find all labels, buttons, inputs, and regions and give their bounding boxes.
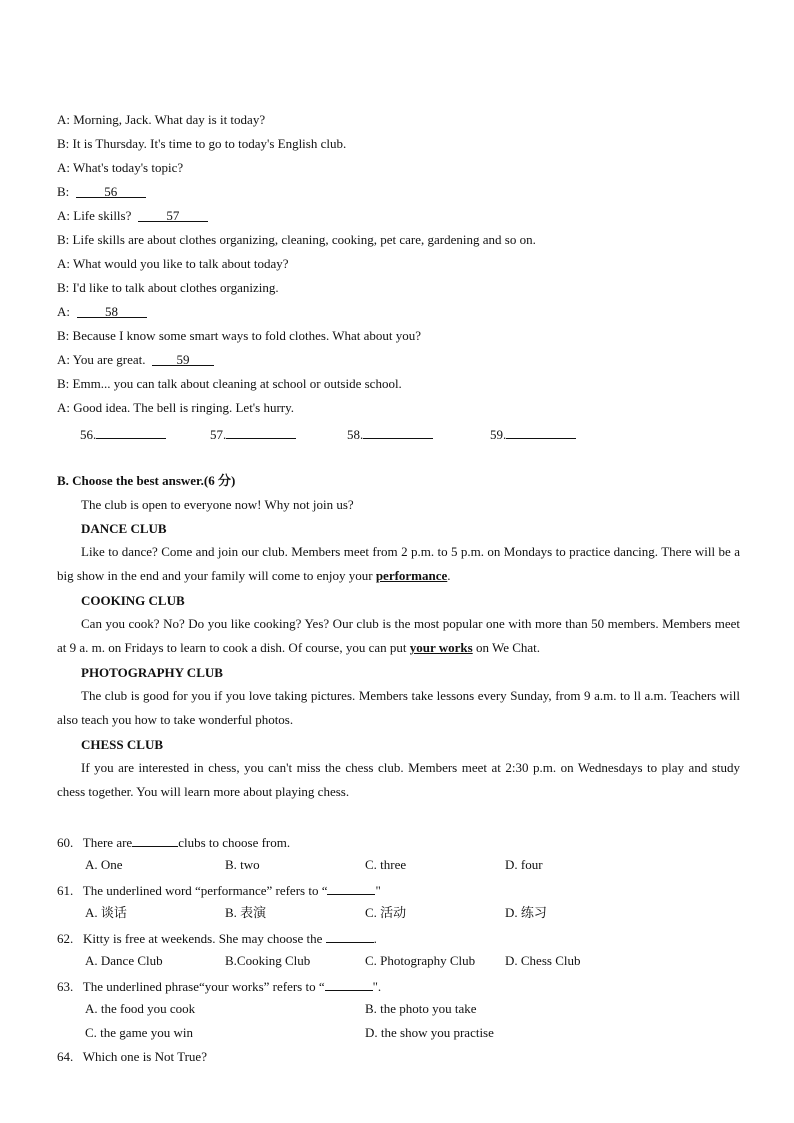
option-62-d[interactable]: D. Chess Club	[505, 953, 581, 968]
club-title-dance: DANCE CLUB	[81, 521, 167, 536]
club-title-cooking: COOKING CLUB	[81, 593, 185, 608]
club-paragraph-cooking: Can you cook? No? Do you like cooking? Yes? Our club is the most popular one with more than 50 members. Members meet at 9 a. m. on Fridays to learn to cook a dish. Of course, you can put your works on We Chat.	[57, 616, 740, 655]
answer-blank-56[interactable]: 56.	[80, 425, 166, 443]
club-title-chess: CHESS CLUB	[81, 737, 163, 752]
option-63-a[interactable]: A. the food you cook	[85, 1001, 196, 1016]
answer-blank-58[interactable]: 58.	[347, 425, 433, 443]
section-b-heading: B. Choose the best answer.(6 分)	[57, 473, 236, 488]
option-63-b[interactable]: B. the photo you take	[365, 1001, 477, 1016]
option-61-b[interactable]: B. 表演	[225, 905, 267, 920]
option-61-d[interactable]: D. 练习	[505, 905, 547, 920]
option-62-a[interactable]: A. Dance Club	[85, 953, 163, 968]
dialogue-line: B: Because I know some smart ways to fold clothes. What about you?	[57, 328, 422, 343]
underlined-performance: performance	[375, 568, 448, 583]
dialogue-line: A: Morning, Jack. What day is it today?	[57, 112, 266, 127]
question-64: 64. Which one is Not True?	[57, 1049, 207, 1064]
option-60-b[interactable]: B. two	[225, 857, 260, 872]
club-paragraph-dance: Like to dance? Come and join our club. Members meet from 2 p.m. to 5 p.m. on Mondays to practice dancing. There will be a big show in the end and your family will come to enjoy your performance.	[57, 544, 740, 583]
question-62-blank[interactable]	[326, 929, 374, 943]
dialogue-line: A: Life skills? 57	[57, 208, 208, 224]
dialogue-line: A: Good idea. The bell is ringing. Let's hurry.	[57, 400, 295, 415]
question-60-blank[interactable]	[132, 833, 178, 847]
option-62-b[interactable]: B.Cooking Club	[225, 953, 311, 968]
blank-58[interactable]: 58	[77, 304, 147, 318]
blank-56[interactable]: 56	[76, 184, 146, 198]
dialogue-line: B: Emm... you can talk about cleaning at school or outside school.	[57, 376, 402, 391]
option-63-c[interactable]: C. the game you win	[85, 1025, 193, 1040]
blank-59[interactable]: 59	[152, 352, 214, 366]
question-61: 61. The underlined word “performance” refers to “ "	[57, 883, 381, 898]
answer-blank-59[interactable]: 59.	[490, 425, 576, 443]
dialogue-line: A: What would you like to talk about today?	[57, 256, 289, 271]
dialogue-line: A: You are great. 59	[57, 352, 214, 368]
dialogue-line: B: Life skills are about clothes organizing, cleaning, cooking, pet care, gardening and so on.	[57, 232, 536, 247]
question-62: 62. Kitty is free at weekends. She may choose the .	[57, 931, 377, 946]
dialogue-line: B: 56	[57, 184, 146, 200]
underlined-your-works: your works	[409, 640, 473, 655]
option-61-a[interactable]: A. 谈话	[85, 905, 127, 920]
option-60-c[interactable]: C. three	[365, 857, 407, 872]
question-61-blank[interactable]	[327, 881, 375, 895]
question-63-blank[interactable]	[325, 977, 373, 991]
dialogue-line: A: 58	[57, 304, 147, 320]
question-60: 60. There are clubs to choose from.	[57, 835, 291, 850]
club-title-photography: PHOTOGRAPHY CLUB	[81, 665, 223, 680]
option-60-a[interactable]: A. One	[85, 857, 123, 872]
option-62-c[interactable]: C. Photography Club	[365, 953, 476, 968]
dialogue-line: A: What's today's topic?	[57, 160, 184, 175]
section-b-intro: The club is open to everyone now! Why not join us?	[81, 497, 354, 512]
option-60-d[interactable]: D. four	[505, 857, 543, 872]
answer-blank-57[interactable]: 57.	[210, 425, 296, 443]
blank-57[interactable]: 57	[138, 208, 208, 222]
option-61-c[interactable]: C. 活动	[365, 905, 407, 920]
dialogue-line: B: It is Thursday. It's time to go to today's English club.	[57, 136, 347, 151]
club-paragraph-photography: The club is good for you if you love taking pictures. Members take lessons every Sunday, from 9 a.m. to ll a.m. Teachers will also teach you how to take wonderful photos.	[57, 688, 740, 727]
dialogue-line: B: I'd like to talk about clothes organizing.	[57, 280, 279, 295]
option-63-d[interactable]: D. the show you practise	[365, 1025, 494, 1040]
club-paragraph-chess: If you are interested in chess, you can't miss the chess club. Members meet at 2:30 p.m. on Wednesdays to play and study chess together. You will learn more about playing chess.	[57, 760, 740, 799]
question-63: 63. The underlined phrase“your works” refers to “ ".	[57, 979, 382, 994]
